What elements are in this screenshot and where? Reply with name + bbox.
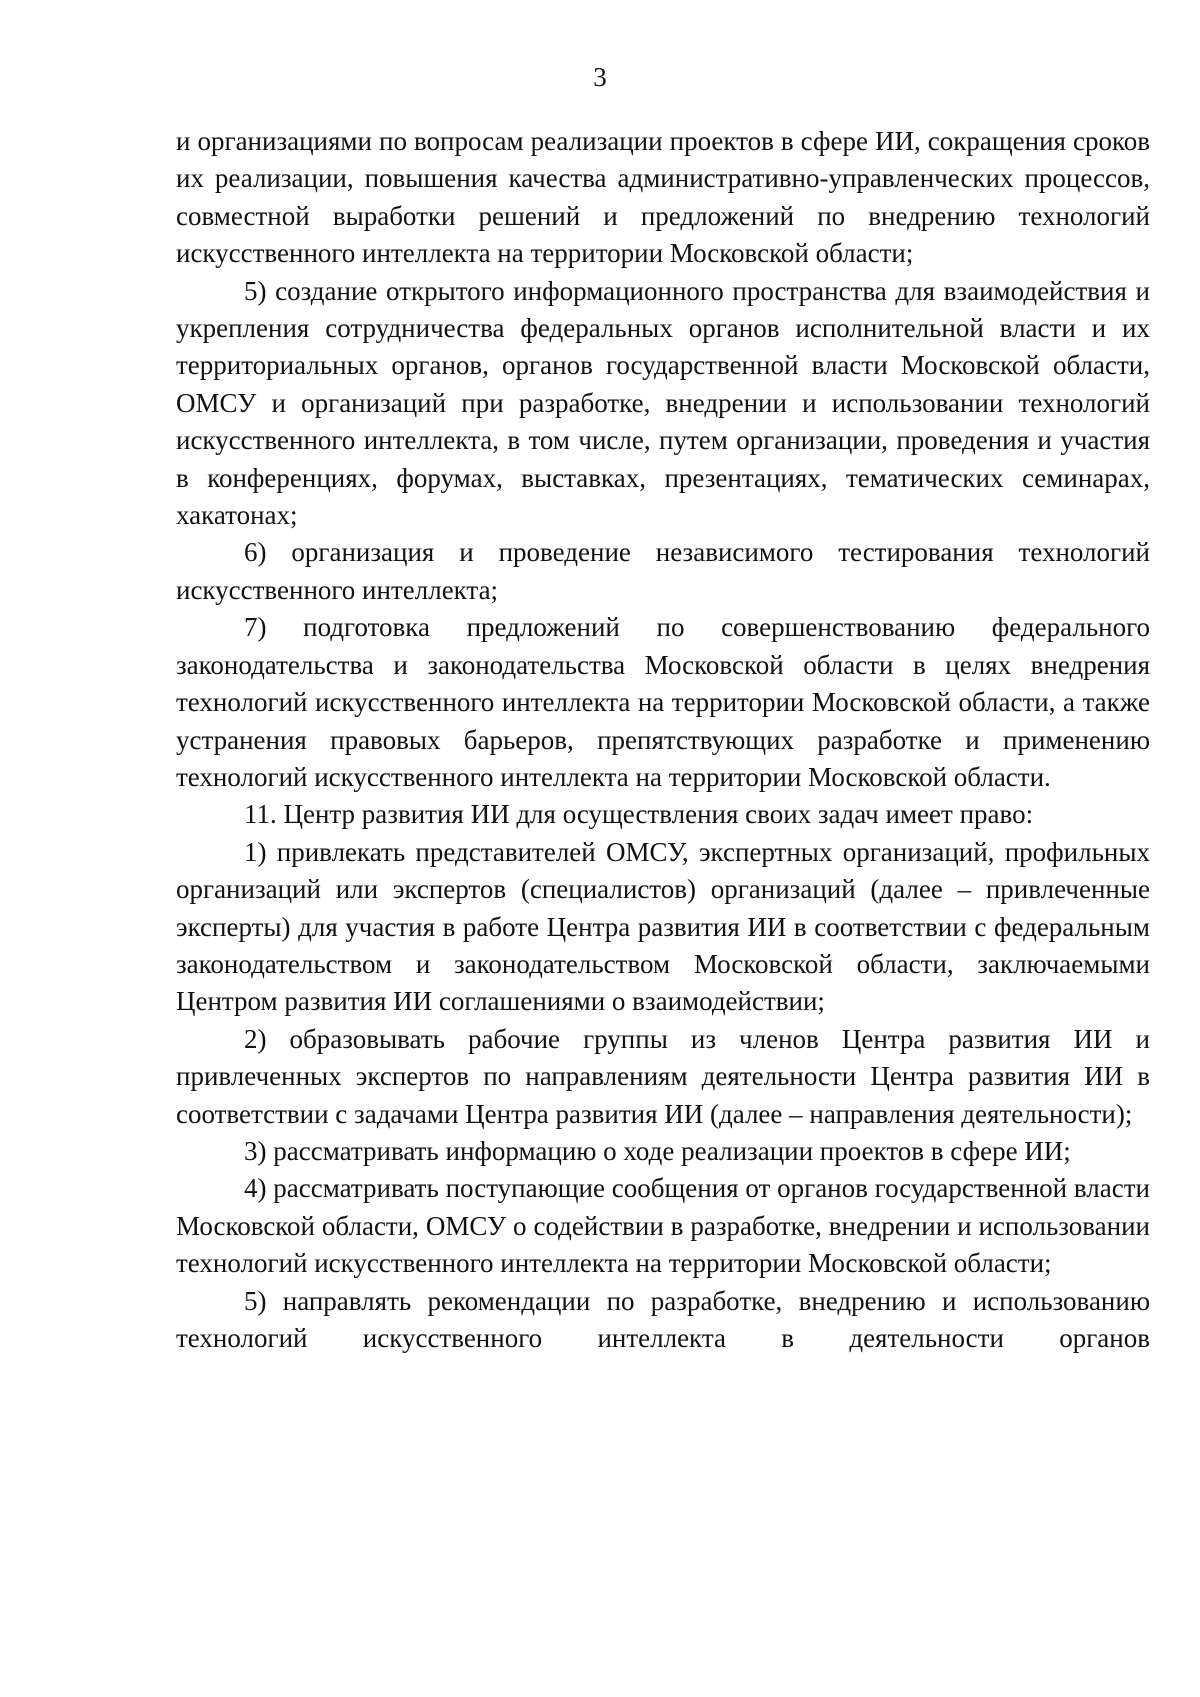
right-item-2-working-groups: 2) образовывать рабочие группы из членов Центра развития ИИ и привлеченных экспертов по направлениям деятельности Центра развития ИИ в соответствии с задачами Центра развития ИИ (далее – направления деятельности);: [176, 1023, 1150, 1129]
list-item-6-independent-testing: 6) организация и проведение независимого тестирования технологий искусственного интеллекта;: [176, 537, 1150, 605]
right-item-4-review-messages: 4) рассматривать поступающие сообщения от органов государственной власти Московской области, ОМСУ о содействии в разработке, внедрении и использовании технологий искусственного интеллекта на территории Московской области;: [176, 1173, 1150, 1279]
right-item-1-attract-experts: 1) привлекать представителей ОМСУ, экспертных организаций, профильных организаций или экспертов (специалистов) организаций (далее – привлеченные эксперты) для участия в работе Центра развития ИИ в соответствии с федеральным законодательством и законодательством Московской области, заключаемыми Центром развития ИИ соглашениями о взаимодействии;: [176, 836, 1150, 1017]
document-body: [176, 123, 1150, 1357]
right-item-3-review-project-progress: 3) рассматривать информацию о ходе реализации проектов в сфере ИИ;: [244, 1135, 1071, 1166]
section-11-rights-heading: 11. Центр развития ИИ для осуществления своих задач имеет право:: [244, 799, 1034, 830]
right-item-5-send-recommendations: 5) направлять рекомендации по разработке, внедрению и использованию технологий искусственного интеллекта в деятельности органов: [176, 1285, 1150, 1353]
paragraph-continuation: и организациями по вопросам реализации проектов в сфере ИИ, сокращения сроков их реализации, повышения качества административно-управленческих процессов, совместной выработки решений и предложений по внедрению технологий искусственного интеллекта на территории Московской области;: [176, 126, 1150, 269]
list-item-7-legislation-proposals: 7) подготовка предложений по совершенствованию федерального законодательства и законодательства Московской области в целях внедрения технологий искусственного интеллекта на территории Московской области, а также устранения правовых барьеров, препятствующих разработке и применению технологий искусственного интеллекта на территории Московской области.: [176, 612, 1150, 792]
list-item-5-open-information-space: 5) создание открытого информационного пространства для взаимодействия и укрепления сотрудничества федеральных органов исполнительной власти и их территориальных органов, органов государственной власти Московской области, ОМСУ и организаций при разработке, внедрении и использовании технологий искусственного интеллекта, в том числе, путем организации, проведения и участия в конференциях, форумах, выставках, презентациях, тематических семинарах, хакатонах;: [176, 275, 1150, 531]
page-number: 3: [593, 62, 607, 92]
